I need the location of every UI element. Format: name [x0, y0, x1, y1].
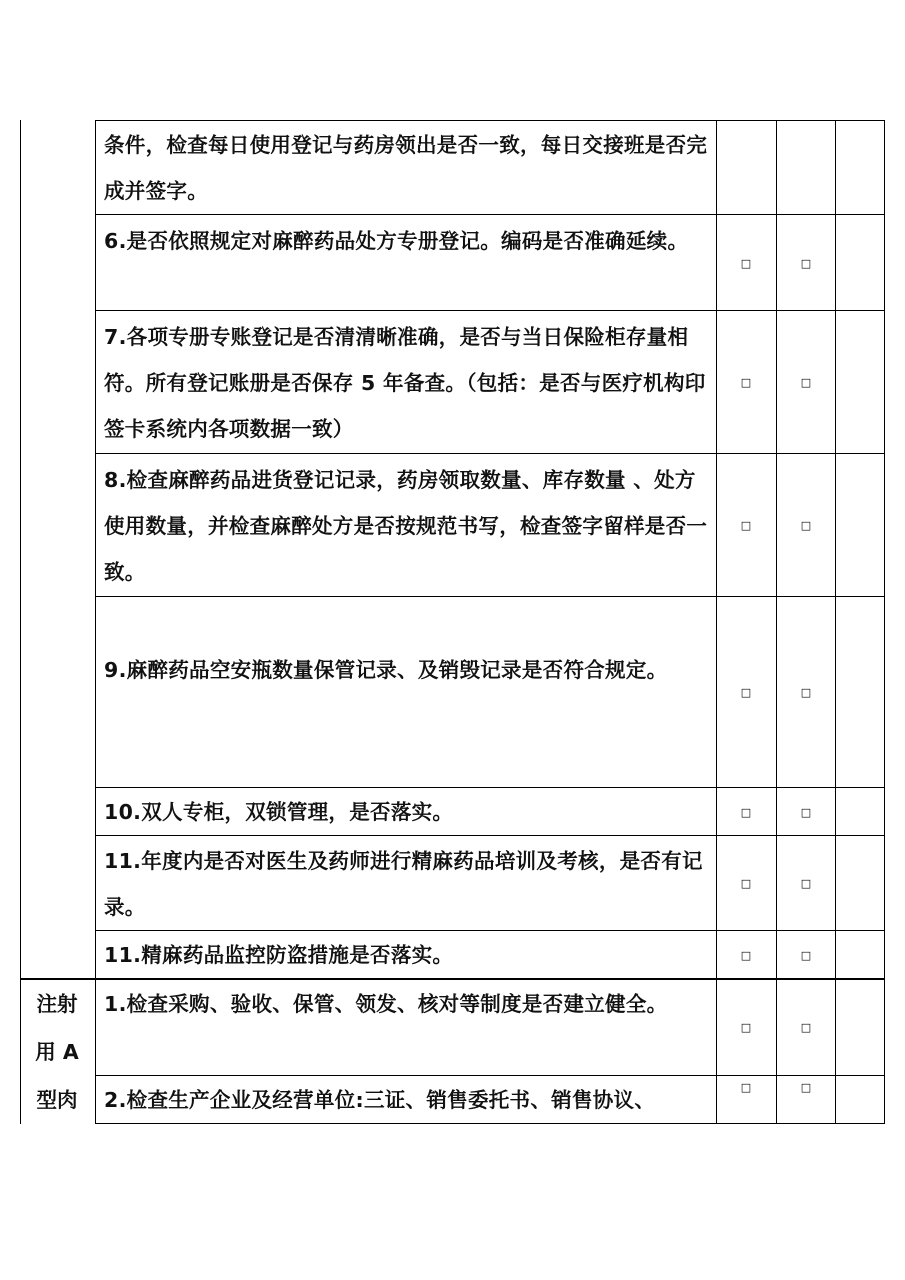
row-divider [95, 310, 885, 311]
checklist-item-text: 6.是否依照规定对麻醉药品处方专册登记。编码是否准确延续。 [104, 229, 689, 253]
row-divider [95, 1075, 885, 1076]
section-label: 型肉 [36, 1088, 78, 1112]
section-divider [20, 978, 885, 980]
section-label: 注射 [36, 992, 78, 1016]
checklist-item-text: 11.年度内是否对医生及药师进行精麻药品培训及考核，是否有记录。 [104, 849, 703, 919]
check-column-1-border [776, 120, 777, 1124]
checklist-item-text: 8.检查麻醉药品进货登记记录，药房领取数量、库存数量 、处方使用数量，并检查麻醉处方是否按规范书写，检查签字留样是否一致。 [104, 468, 708, 584]
checkbox-no[interactable]: □ [800, 1081, 812, 1094]
checkbox-no[interactable]: □ [800, 949, 812, 962]
row-divider [95, 214, 885, 215]
item-column-border [716, 120, 717, 1124]
checklist-item-text: 7.各项专册专账登记是否清清晰准确，是否与当日保险柜存量相符。所有登记账册是否保存 5 年备查。（包括：是否与医疗机构印签卡系统内各项数据一致） [104, 325, 706, 441]
check-column-2-border [835, 120, 836, 1124]
table-bottom-border [95, 1123, 885, 1124]
checklist-item-text: 11.精麻药品监控防盗措施是否落实。 [104, 943, 454, 967]
checkbox-no[interactable]: □ [800, 806, 812, 819]
checklist-item-text: 10.双人专柜，双锁管理，是否落实。 [104, 800, 454, 824]
checkbox-no[interactable]: □ [800, 686, 812, 699]
checklist-item-text: 9.麻醉药品空安瓶数量保管记录、及销毁记录是否符合规定。 [104, 658, 668, 682]
table-top-border [95, 120, 885, 121]
section-label: 用 A [35, 1040, 79, 1064]
row-divider [95, 930, 885, 931]
right-outer-border [884, 120, 885, 1124]
checkbox-yes[interactable]: □ [740, 376, 752, 389]
checkbox-no[interactable]: □ [800, 877, 812, 890]
checkbox-yes[interactable]: □ [740, 877, 752, 890]
checkbox-yes[interactable]: □ [740, 257, 752, 270]
row-divider [95, 453, 885, 454]
checklist-item-text: 2.检查生产企业及经营单位:三证、销售委托书、销售协议、 [104, 1088, 656, 1112]
checklist-item-text: 条件，检查每日使用登记与药房领出是否一致，每日交接班是否完成并签字。 [104, 133, 708, 203]
checkbox-yes[interactable]: □ [740, 519, 752, 532]
checklist-item-text: 1.检查采购、验收、保管、领发、核对等制度是否建立健全。 [104, 992, 668, 1016]
category-column-border [95, 120, 96, 1124]
checkbox-yes[interactable]: □ [740, 949, 752, 962]
checkbox-yes[interactable]: □ [740, 1081, 752, 1094]
checkbox-yes[interactable]: □ [740, 806, 752, 819]
row-divider [95, 835, 885, 836]
checkbox-no[interactable]: □ [800, 257, 812, 270]
row-divider [95, 596, 885, 597]
checkbox-no[interactable]: □ [800, 1021, 812, 1034]
checkbox-yes[interactable]: □ [740, 686, 752, 699]
left-outer-border [20, 120, 21, 1124]
checkbox-no[interactable]: □ [800, 376, 812, 389]
row-divider [95, 787, 885, 788]
checkbox-no[interactable]: □ [800, 519, 812, 532]
checkbox-yes[interactable]: □ [740, 1021, 752, 1034]
